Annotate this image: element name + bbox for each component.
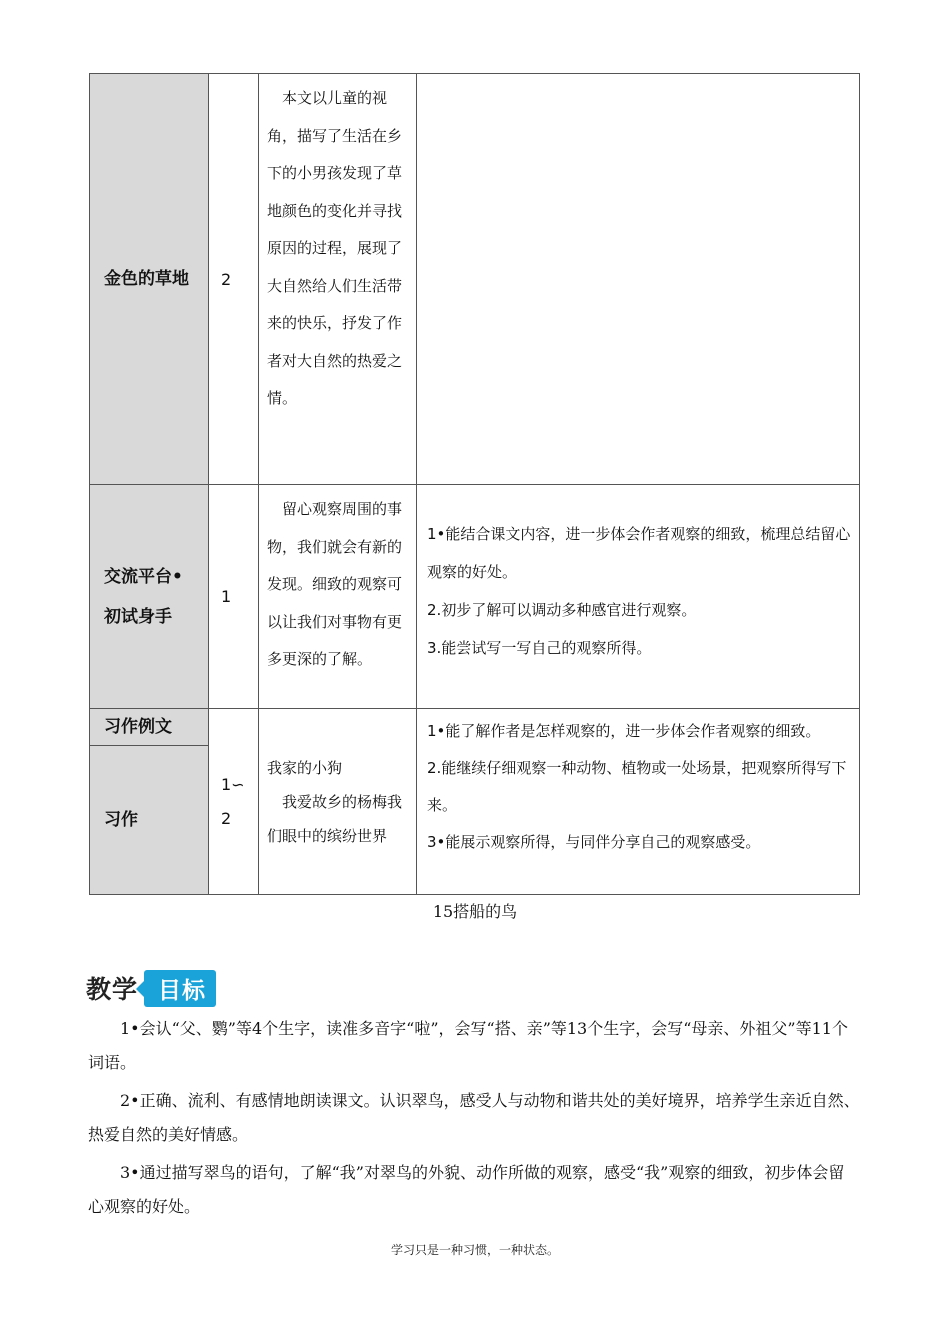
section-badge — [86, 970, 216, 1006]
goal-item — [427, 591, 851, 629]
goal-text: 能尝试写一写自己的观察所得。 — [441, 639, 652, 657]
goal-item — [427, 629, 851, 667]
goal-number: 1• — [427, 525, 446, 543]
objective-item: 3•通过描写翠鸟的语句，了解“我”对翠鸟的外貌、动作所做的观察，感受“我”观察的细致，初步体会留心观察的好处。 — [88, 1163, 845, 1216]
lesson-name-cell — [90, 709, 209, 746]
lesson-summary: 我爱故乡的杨梅我们眼中的缤纷世界 — [267, 792, 403, 845]
lesson-summary-cell — [259, 74, 417, 485]
lesson-hours-cell — [209, 485, 259, 709]
goal-number: 2. — [427, 759, 442, 777]
goal-text: 能了解作者是怎样观察的，进一步体会作者观察的细致。 — [445, 722, 821, 740]
lesson-name-cell — [90, 746, 209, 895]
goal-item — [427, 824, 851, 861]
lesson-hours-cell — [209, 74, 259, 485]
lesson-hours: 1 — [221, 587, 232, 606]
goal-number: 3• — [427, 833, 446, 851]
lesson-name-line2: 初试身手 — [104, 606, 172, 627]
lesson-goals-cell — [417, 485, 860, 709]
lesson-summary: 本文以儿童的视角，描写了生活在乡下的小男孩发现了草地颜色的变化并寻找原因的过程，展现了大自然给人们生活带来的快乐，抒发了作者对大自然的热爱之情。 — [267, 89, 403, 407]
goal-number: 3. — [427, 639, 442, 657]
goal-text: 能继续仔细观察一种动物、植物或一处场景，把观察所得写下来。 — [427, 759, 847, 814]
goal-item — [427, 713, 851, 750]
goal-text: 能结合课文内容，进一步体会作者观察的细致，梳理总结留心观察的好处。 — [427, 525, 851, 581]
table-row — [90, 74, 860, 485]
section-badge-right: 目标 — [144, 970, 216, 1007]
goal-item — [427, 515, 851, 591]
goal-text: 能展示观察所得，与同伴分享自己的观察感受。 — [445, 833, 761, 851]
lesson-name-line1: 交流平台• — [104, 566, 183, 587]
objective-item: 2•正确、流利、有感情地朗读课文。认识翠鸟，感受人与动物和谐共处的美好境界，培养学生亲近自然、热爱自然的美好情感。 — [88, 1091, 860, 1144]
lesson-goals-cell — [417, 709, 860, 895]
lesson-hours-cell — [209, 709, 259, 895]
lesson-name-cell — [90, 74, 209, 485]
lesson-hours: 2 — [221, 269, 232, 289]
lesson-plan-table — [89, 73, 860, 895]
lesson-name: 金色的草地 — [104, 269, 189, 289]
lesson-goals-cell — [417, 74, 860, 485]
lesson-name-cell — [90, 485, 209, 709]
lesson-summary: 留心观察周围的事物，我们就会有新的发现。细致的观察可以让我们对事物有更多更深的了解。 — [267, 500, 403, 668]
lesson-summary-title: 我家的小狗 — [267, 758, 343, 777]
lesson-summary-cell — [259, 709, 417, 895]
lesson-summary-cell — [259, 485, 417, 709]
objective-item: 1•会认“父、鹦”等4个生字，读准多音字“啦”，会写“搭、亲”等13个生字，会写“母亲、外祖父”等11个词语。 — [88, 1019, 848, 1072]
page-footer: 学习只是一种习惯，一种状态。 — [390, 1243, 559, 1257]
lesson-hours-line2: 2 — [221, 808, 232, 828]
lesson-name: 习作 — [104, 810, 138, 830]
lesson-caption: 15搭船的鸟 — [432, 902, 518, 921]
goal-text: 初步了解可以调动多种感官进行观察。 — [441, 601, 697, 619]
goal-item — [427, 750, 851, 824]
goal-number: 2. — [427, 601, 442, 619]
table-row — [90, 709, 860, 746]
objectives-list — [88, 1012, 860, 1224]
section-badge-left: 教学 — [86, 975, 139, 1004]
lesson-hours-line1: 1∽ — [221, 774, 245, 794]
table-row — [90, 485, 860, 709]
lesson-name: 习作例文 — [104, 717, 172, 737]
goal-number: 1• — [427, 722, 446, 740]
